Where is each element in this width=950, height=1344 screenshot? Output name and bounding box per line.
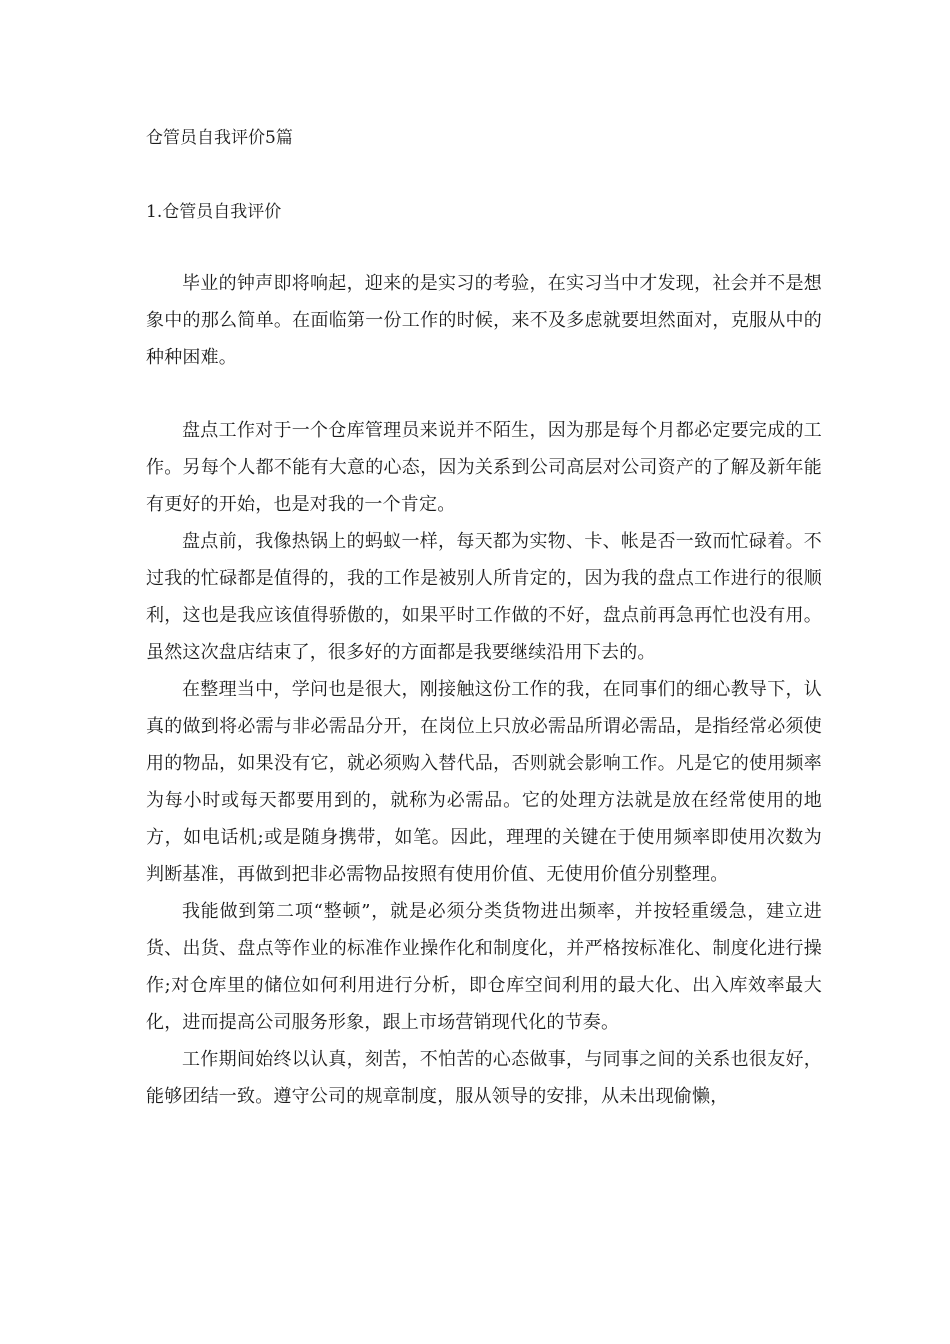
document-page [146, 0, 822, 1344]
document-title: 仓管员自我评价5篇 [146, 128, 293, 148]
section-heading: 1.仓管员自我评价 [146, 202, 282, 222]
body-paragraph-1: 盘点工作对于一个仓库管理员来说并不陌生，因为那是每个月都必定要完成的工作。另每个人都不能有大意的心态，因为关系到公司高层对公司资产的了解及新年能有更好的开始，也是对我的一个肯定。 [146, 420, 822, 515]
body-paragraph-3: 在整理当中，学问也是很大，刚接触这份工作的我，在同事们的细心教导下，认真的做到将必需与非必需品分开，在岗位上只放必需品所谓必需品，是指经常必须使用的物品，如果没有它，就必须购入替代品，否则就会影响工作。凡是它的使用频率为每小时或每天都要用到的，就称为必需品。它的处理方法就是放在经常使用的地方，如电话机;或是随身携带，如笔。因此，理理的关键在于使用频率即使用次数为判断基准，再做到把非必需物品按照有使用价值、无使用价值分别整理。 [146, 679, 822, 885]
intro-paragraph: 毕业的钟声即将响起，迎来的是实习的考验，在实习当中才发现，社会并不是想象中的那么简单。在面临第一份工作的时候，来不及多虑就要坦然面对，克服从中的种种困难。 [146, 273, 822, 368]
body-paragraph-2: 盘点前，我像热锅上的蚂蚁一样，每天都为实物、卡、帐是否一致而忙碌着。不过我的忙碌都是值得的，我的工作是被别人所肯定的，因为我的盘点工作进行的很顺利，这也是我应该值得骄傲的，如果平时工作做的不好，盘点前再急再忙也没有用。虽然这次盘店结束了，很多好的方面都是我要继续沿用下去的。 [146, 531, 822, 663]
intro-block [146, 265, 822, 376]
body-paragraph-5: 工作期间始终以认真，刻苦，不怕苦的心态做事，与同事之间的关系也很友好，能够团结一致。遵守公司的规章制度，服从领导的安排，从未出现偷懒， [146, 1049, 822, 1107]
body-block [146, 412, 822, 1115]
body-paragraph-4: 我能做到第二项“整顿”，就是必须分类货物进出频率，并按轻重缓急，建立进货、出货、盘点等作业的标准作业操作化和制度化，并严格按标准化、制度化进行操作;对仓库里的储位如何利用进行分析，即仓库空间利用的最大化、出入库效率最大化，进而提高公司服务形象，跟上市场营销现代化的节奏。 [146, 901, 822, 1033]
